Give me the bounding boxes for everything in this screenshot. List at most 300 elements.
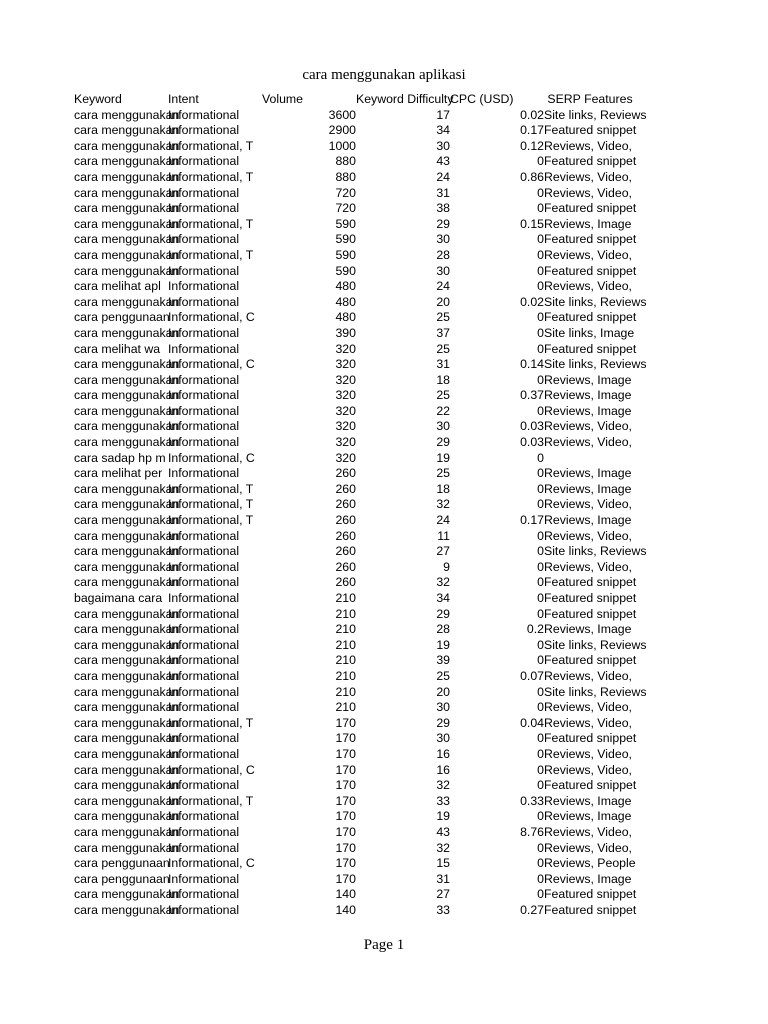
cell-volume: 170 [335, 731, 356, 746]
cell-keyword-difficulty: 18 [436, 481, 450, 496]
cell-keyword-difficulty: 9 [443, 559, 450, 574]
cell-keyword-difficulty: 15 [436, 856, 450, 871]
cell-serp-features: Reviews, Image [544, 513, 632, 528]
cell-keyword: cara menggunakan [74, 793, 180, 808]
cell-volume: 1000 [328, 138, 356, 153]
cell-serp-features: Reviews, Image [544, 809, 632, 824]
table-row [74, 669, 636, 685]
cell-serp-features: Reviews, Video, [544, 715, 632, 730]
cell-keyword-difficulty: 29 [436, 715, 450, 730]
cell-serp-features: Reviews, Image [544, 793, 632, 808]
cell-cpc: 0 [537, 575, 544, 590]
cell-cpc: 0 [537, 450, 544, 465]
table-row [74, 731, 636, 747]
cell-keyword: cara melihat per [74, 466, 163, 481]
cell-volume: 170 [335, 871, 356, 886]
cell-keyword-difficulty: 11 [437, 528, 450, 543]
cell-keyword-difficulty: 25 [436, 388, 450, 403]
cell-keyword-difficulty: 28 [436, 622, 450, 637]
cell-keyword: cara menggunakan [74, 653, 180, 668]
cell-serp-features: Featured snippet [544, 575, 637, 590]
cell-intent: Informational [168, 544, 240, 559]
cell-intent: Informational [168, 341, 240, 356]
cell-volume: 140 [335, 887, 356, 902]
cell-volume: 260 [335, 575, 356, 590]
cell-serp-features: Featured snippet [544, 902, 637, 917]
cell-intent: Informational, C [168, 310, 255, 325]
cell-intent: Informational [168, 653, 240, 668]
cell-keyword-difficulty: 32 [436, 497, 450, 512]
table-row [74, 794, 636, 810]
cell-serp-features: Reviews, Video, [544, 700, 632, 715]
cell-cpc: 0.86 [520, 169, 544, 184]
cell-keyword: cara menggunakan [74, 185, 180, 200]
cell-volume: 720 [335, 185, 356, 200]
table-row [74, 544, 636, 560]
cell-intent: Informational, T [168, 715, 254, 730]
cell-intent: Informational [168, 528, 240, 543]
cell-intent: Informational, T [168, 513, 254, 528]
cell-cpc: 0.12 [520, 138, 544, 153]
cell-cpc: 0 [537, 528, 544, 543]
cell-volume: 320 [335, 388, 356, 403]
cell-cpc: 0.03 [520, 435, 544, 450]
cell-cpc: 0.17 [520, 123, 544, 138]
cell-cpc: 0.33 [520, 793, 544, 808]
table-row [74, 685, 636, 701]
cell-keyword: cara menggunakan [74, 497, 180, 512]
cell-volume: 210 [335, 653, 356, 668]
cell-intent: Informational, C [168, 856, 255, 871]
table-row [74, 373, 636, 389]
cell-keyword-difficulty: 17 [436, 107, 450, 122]
table-row [74, 856, 636, 872]
cell-intent: Informational [168, 294, 240, 309]
cell-keyword-difficulty: 25 [436, 466, 450, 481]
cell-volume: 3600 [328, 107, 356, 122]
cell-serp-features: Featured snippet [544, 606, 637, 621]
cell-serp-features: Reviews, Video, [544, 435, 632, 450]
cell-cpc: 0 [537, 247, 544, 262]
cell-volume: 260 [335, 466, 356, 481]
cell-serp-features: Featured snippet [544, 341, 637, 356]
cell-cpc: 0.02 [520, 294, 544, 309]
cell-keyword-difficulty: 38 [436, 201, 450, 216]
cell-keyword: cara melihat apl [74, 279, 161, 294]
cell-volume: 320 [335, 357, 356, 372]
cell-intent: Informational [168, 887, 240, 902]
cell-serp-features: Site links, Image [544, 325, 635, 340]
cell-cpc: 0 [537, 731, 544, 746]
cell-volume: 320 [335, 403, 356, 418]
cell-keyword: cara menggunakan [74, 544, 180, 559]
table-row [74, 451, 636, 467]
cell-serp-features: Reviews, Video, [544, 840, 632, 855]
keyword-table [74, 92, 647, 918]
cell-intent: Informational [168, 154, 240, 169]
cell-keyword-difficulty: 25 [436, 341, 450, 356]
cell-intent: Informational, T [168, 138, 254, 153]
cell-keyword: cara menggunakan [74, 294, 180, 309]
table-row [74, 809, 636, 825]
cell-keyword-difficulty: 20 [436, 294, 450, 309]
cell-volume: 880 [335, 169, 356, 184]
cell-serp-features: Featured snippet [544, 310, 637, 325]
cell-keyword: cara menggunakan [74, 715, 180, 730]
cell-serp-features: Featured snippet [544, 263, 637, 278]
cell-intent: Informational [168, 559, 240, 574]
cell-intent: Informational, C [168, 762, 255, 777]
cell-keyword-difficulty: 16 [436, 746, 450, 761]
table-row [74, 201, 636, 217]
cell-volume: 2900 [328, 123, 356, 138]
cell-volume: 320 [335, 450, 356, 465]
cell-cpc: 0 [537, 591, 544, 605]
cell-volume: 170 [335, 746, 356, 761]
cell-keyword-difficulty: 30 [436, 232, 450, 247]
cell-intent: Informational [168, 388, 240, 403]
cell-keyword-difficulty: 29 [436, 606, 450, 621]
cell-intent: Informational [168, 325, 240, 340]
cell-keyword: cara menggunakan [74, 778, 180, 793]
cell-cpc: 0 [537, 263, 544, 278]
cell-intent: Informational [168, 731, 240, 746]
header-serp-features: SERP Features [547, 92, 633, 106]
cell-intent: Informational [168, 403, 240, 418]
table-row [74, 466, 636, 482]
cell-volume: 590 [335, 232, 356, 247]
cell-cpc: 0 [537, 201, 544, 216]
cell-cpc: 0 [537, 279, 544, 294]
cell-keyword: bagaimana cara [74, 591, 163, 605]
cell-cpc: 0.04 [520, 715, 544, 730]
cell-volume: 170 [335, 778, 356, 793]
cell-keyword-difficulty: 34 [436, 591, 450, 605]
cell-keyword: cara menggunakan [74, 809, 180, 824]
cell-keyword-difficulty: 16 [436, 762, 450, 777]
cell-volume: 210 [335, 668, 356, 683]
cell-cpc: 0 [537, 746, 544, 761]
cell-cpc: 0.15 [520, 216, 544, 231]
cell-cpc: 0 [537, 544, 544, 559]
cell-cpc: 0 [537, 778, 544, 793]
cell-serp-features: Featured snippet [544, 232, 637, 247]
page-title: cara menggunakan aplikasi [302, 67, 466, 83]
cell-serp-features: Reviews, Image [544, 466, 632, 481]
cell-volume: 210 [335, 622, 356, 637]
table-row [74, 170, 636, 186]
table-row [74, 108, 636, 124]
cell-serp-features: Reviews, Image [544, 216, 632, 231]
cell-keyword: cara menggunakan [74, 606, 180, 621]
cell-keyword-difficulty: 29 [436, 435, 450, 450]
cell-keyword: cara menggunakan [74, 731, 180, 746]
cell-volume: 170 [335, 840, 356, 855]
cell-serp-features: Reviews, Video, [544, 668, 632, 683]
table-row [74, 388, 636, 404]
cell-intent: Informational, T [168, 247, 254, 262]
cell-cpc: 0 [537, 154, 544, 169]
table-row [74, 747, 636, 763]
cell-keyword: cara menggunakan [74, 902, 180, 917]
cell-serp-features: Reviews, Image [544, 871, 632, 886]
cell-keyword-difficulty: 27 [436, 887, 450, 902]
cell-volume: 320 [335, 372, 356, 387]
cell-keyword-difficulty: 43 [436, 824, 450, 839]
cell-keyword: cara menggunakan [74, 435, 180, 450]
cell-serp-features: Reviews, Image [544, 403, 632, 418]
cell-volume: 880 [335, 154, 356, 169]
cell-intent: Informational [168, 185, 240, 200]
table-row [74, 295, 636, 311]
cell-intent: Informational [168, 263, 240, 278]
cell-cpc: 0 [537, 497, 544, 512]
table-row [74, 404, 636, 420]
cell-serp-features: Reviews, Video, [544, 528, 632, 543]
cell-serp-features: Site links, Reviews [544, 544, 647, 559]
cell-keyword-difficulty: 33 [436, 793, 450, 808]
cell-cpc: 0.14 [520, 357, 544, 372]
table-row [74, 186, 636, 202]
table-row [74, 560, 636, 576]
table-body [74, 107, 647, 919]
cell-keyword: cara menggunakan [74, 232, 180, 247]
cell-serp-features: Site links, Reviews [544, 107, 647, 122]
cell-intent: Informational [168, 372, 240, 387]
cell-keyword-difficulty: 32 [436, 778, 450, 793]
cell-serp-features: Reviews, Video, [544, 824, 632, 839]
cell-keyword-difficulty: 18 [436, 372, 450, 387]
table-row [74, 419, 636, 435]
cell-intent: Informational [168, 684, 240, 699]
cell-volume: 320 [335, 419, 356, 434]
cell-serp-features: Featured snippet [544, 123, 637, 138]
cell-intent: Informational, T [168, 497, 254, 512]
cell-intent: Informational [168, 107, 240, 122]
table-row [74, 872, 636, 888]
cell-cpc: 0.27 [520, 902, 544, 917]
table-row [74, 903, 636, 919]
cell-keyword: cara menggunakan [74, 528, 180, 543]
cell-cpc: 0 [537, 809, 544, 824]
cell-serp-features: Site links, Reviews [544, 294, 647, 309]
cell-keyword: cara menggunakan [74, 700, 180, 715]
cell-cpc: 0 [537, 653, 544, 668]
cell-volume: 590 [335, 247, 356, 262]
cell-volume: 590 [335, 216, 356, 231]
cell-keyword: cara menggunakan [74, 216, 180, 231]
cell-keyword: cara menggunakan [74, 247, 180, 262]
cell-cpc: 0 [537, 684, 544, 699]
cell-intent: Informational [168, 778, 240, 793]
cell-keyword: cara menggunakan [74, 107, 180, 122]
cell-serp-features: Reviews, Image [544, 622, 632, 637]
cell-serp-features: Featured snippet [544, 591, 637, 605]
table-row [74, 825, 636, 841]
cell-keyword-difficulty: 29 [436, 216, 450, 231]
cell-keyword-difficulty: 24 [436, 279, 450, 294]
cell-cpc: 0 [537, 185, 544, 200]
cell-cpc: 0 [537, 466, 544, 481]
cell-keyword: cara menggunakan [74, 622, 180, 637]
cell-cpc: 0 [537, 325, 544, 340]
table-row [74, 139, 636, 155]
cell-serp-features: Site links, Reviews [544, 357, 647, 372]
cell-intent: Informational [168, 809, 240, 824]
cell-intent: Informational [168, 575, 240, 590]
table-row [74, 778, 636, 794]
cell-serp-features: Featured snippet [544, 653, 637, 668]
cell-keyword: cara penggunaan [74, 871, 170, 886]
page-number: Page 1 [363, 937, 405, 953]
cell-volume: 170 [335, 809, 356, 824]
header-cpc: CPC (USD) [450, 92, 514, 106]
cell-intent: Informational [168, 435, 240, 450]
cell-serp-features: Reviews, Image [544, 388, 632, 403]
cell-intent: Informational [168, 700, 240, 715]
table-row [74, 763, 636, 779]
cell-intent: Informational [168, 668, 240, 683]
cell-keyword-difficulty: 31 [436, 357, 450, 372]
cell-cpc: 8.76 [520, 824, 544, 839]
cell-keyword-difficulty: 19 [436, 809, 450, 824]
cell-cpc: 0.17 [520, 513, 544, 528]
cell-serp-features [544, 451, 636, 467]
table-row [74, 342, 636, 358]
cell-volume: 720 [335, 201, 356, 216]
cell-keyword: cara sadap hp m [74, 450, 166, 465]
table-row [74, 264, 636, 280]
cell-keyword: cara penggunaan [74, 856, 170, 871]
cell-keyword-difficulty: 32 [436, 575, 450, 590]
cell-keyword-difficulty: 25 [436, 310, 450, 325]
cell-cpc: 0 [537, 887, 544, 902]
cell-keyword: cara menggunakan [74, 154, 180, 169]
cell-intent: Informational [168, 902, 240, 917]
cell-cpc: 0.02 [520, 107, 544, 122]
cell-keyword: cara menggunakan [74, 325, 180, 340]
cell-keyword: cara menggunakan [74, 887, 180, 902]
cell-keyword-difficulty: 37 [436, 325, 450, 340]
cell-keyword-difficulty: 31 [436, 871, 450, 886]
cell-cpc: 0.2 [526, 622, 544, 637]
cell-intent: Informational [168, 123, 240, 138]
table-row [74, 217, 636, 233]
cell-serp-features: Reviews, Video, [544, 559, 632, 574]
header-keyword-difficulty: Keyword Difficulty [356, 92, 454, 106]
cell-keyword: cara menggunakan [74, 637, 180, 652]
cell-keyword-difficulty: 19 [436, 637, 450, 652]
cell-cpc: 0 [537, 840, 544, 855]
cell-cpc: 0.07 [520, 668, 544, 683]
table-row [74, 326, 636, 342]
cell-keyword: cara menggunakan [74, 481, 180, 496]
cell-volume: 260 [335, 544, 356, 559]
cell-serp-features: Featured snippet [544, 201, 637, 216]
cell-keyword: cara menggunakan [74, 138, 180, 153]
cell-serp-features: Reviews, Video, [544, 497, 632, 512]
cell-volume: 260 [335, 497, 356, 512]
cell-keyword-difficulty: 34 [436, 123, 450, 138]
cell-keyword-difficulty: 30 [436, 263, 450, 278]
cell-serp-features: Featured snippet [544, 731, 637, 746]
cell-keyword-difficulty: 24 [436, 513, 450, 528]
cell-keyword: cara penggunaan [74, 310, 170, 325]
cell-intent: Informational [168, 871, 240, 886]
cell-keyword: cara melihat wa [74, 341, 161, 356]
cell-keyword: cara menggunakan [74, 263, 180, 278]
table-row [74, 154, 636, 170]
header-row [74, 92, 636, 108]
cell-serp-features: Site links, Reviews [544, 684, 647, 699]
cell-intent: Informational, T [168, 793, 254, 808]
cell-serp-features: Reviews, Video, [544, 746, 632, 761]
cell-serp-features: Reviews, Image [544, 372, 632, 387]
table-row [74, 310, 636, 326]
table-row [74, 887, 636, 903]
cell-serp-features: Reviews, Video, [544, 279, 632, 294]
cell-keyword-difficulty: 30 [436, 731, 450, 746]
cell-keyword: cara menggunakan [74, 419, 180, 434]
table-row [74, 279, 636, 295]
header-intent: Intent [168, 92, 199, 106]
cell-volume: 210 [335, 606, 356, 621]
table-row [74, 700, 636, 716]
cell-cpc: 0 [537, 762, 544, 777]
cell-volume: 390 [335, 325, 356, 340]
table-row [74, 622, 636, 638]
cell-keyword: cara menggunakan [74, 684, 180, 699]
cell-serp-features: Reviews, Image [544, 481, 632, 496]
cell-volume: 210 [335, 591, 356, 605]
cell-keyword-difficulty: 33 [436, 902, 450, 917]
table-row [74, 638, 636, 654]
cell-intent: Informational, T [168, 481, 254, 496]
cell-keyword: cara menggunakan [74, 559, 180, 574]
cell-keyword-difficulty: 30 [436, 138, 450, 153]
table-row [74, 841, 636, 857]
cell-keyword: cara menggunakan [74, 513, 180, 528]
cell-keyword-difficulty: 19 [436, 450, 450, 465]
cell-cpc: 0 [537, 559, 544, 574]
cell-cpc: 0 [537, 481, 544, 496]
cell-volume: 260 [335, 481, 356, 496]
cell-intent: Informational, T [168, 169, 254, 184]
cell-cpc: 0 [537, 403, 544, 418]
cell-serp-features: Featured snippet [544, 154, 637, 169]
table-row [74, 513, 636, 529]
cell-keyword: cara menggunakan [74, 357, 180, 372]
cell-keyword-difficulty: 25 [436, 668, 450, 683]
cell-cpc: 0 [537, 310, 544, 325]
table-row [74, 591, 636, 607]
cell-volume: 210 [335, 684, 356, 699]
cell-intent: Informational, C [168, 450, 255, 465]
cell-serp-features: Reviews, Video, [544, 169, 632, 184]
cell-volume: 480 [335, 310, 356, 325]
cell-serp-features: Reviews, Video, [544, 185, 632, 200]
cell-cpc: 0.03 [520, 419, 544, 434]
cell-keyword: cara menggunakan [74, 575, 180, 590]
table-row [74, 123, 636, 139]
cell-keyword: cara menggunakan [74, 201, 180, 216]
cell-volume: 260 [335, 559, 356, 574]
cell-intent: Informational [168, 637, 240, 652]
cell-intent: Informational [168, 840, 240, 855]
table-row [74, 248, 636, 264]
cell-volume: 320 [335, 341, 356, 356]
cell-intent: Informational [168, 279, 240, 294]
